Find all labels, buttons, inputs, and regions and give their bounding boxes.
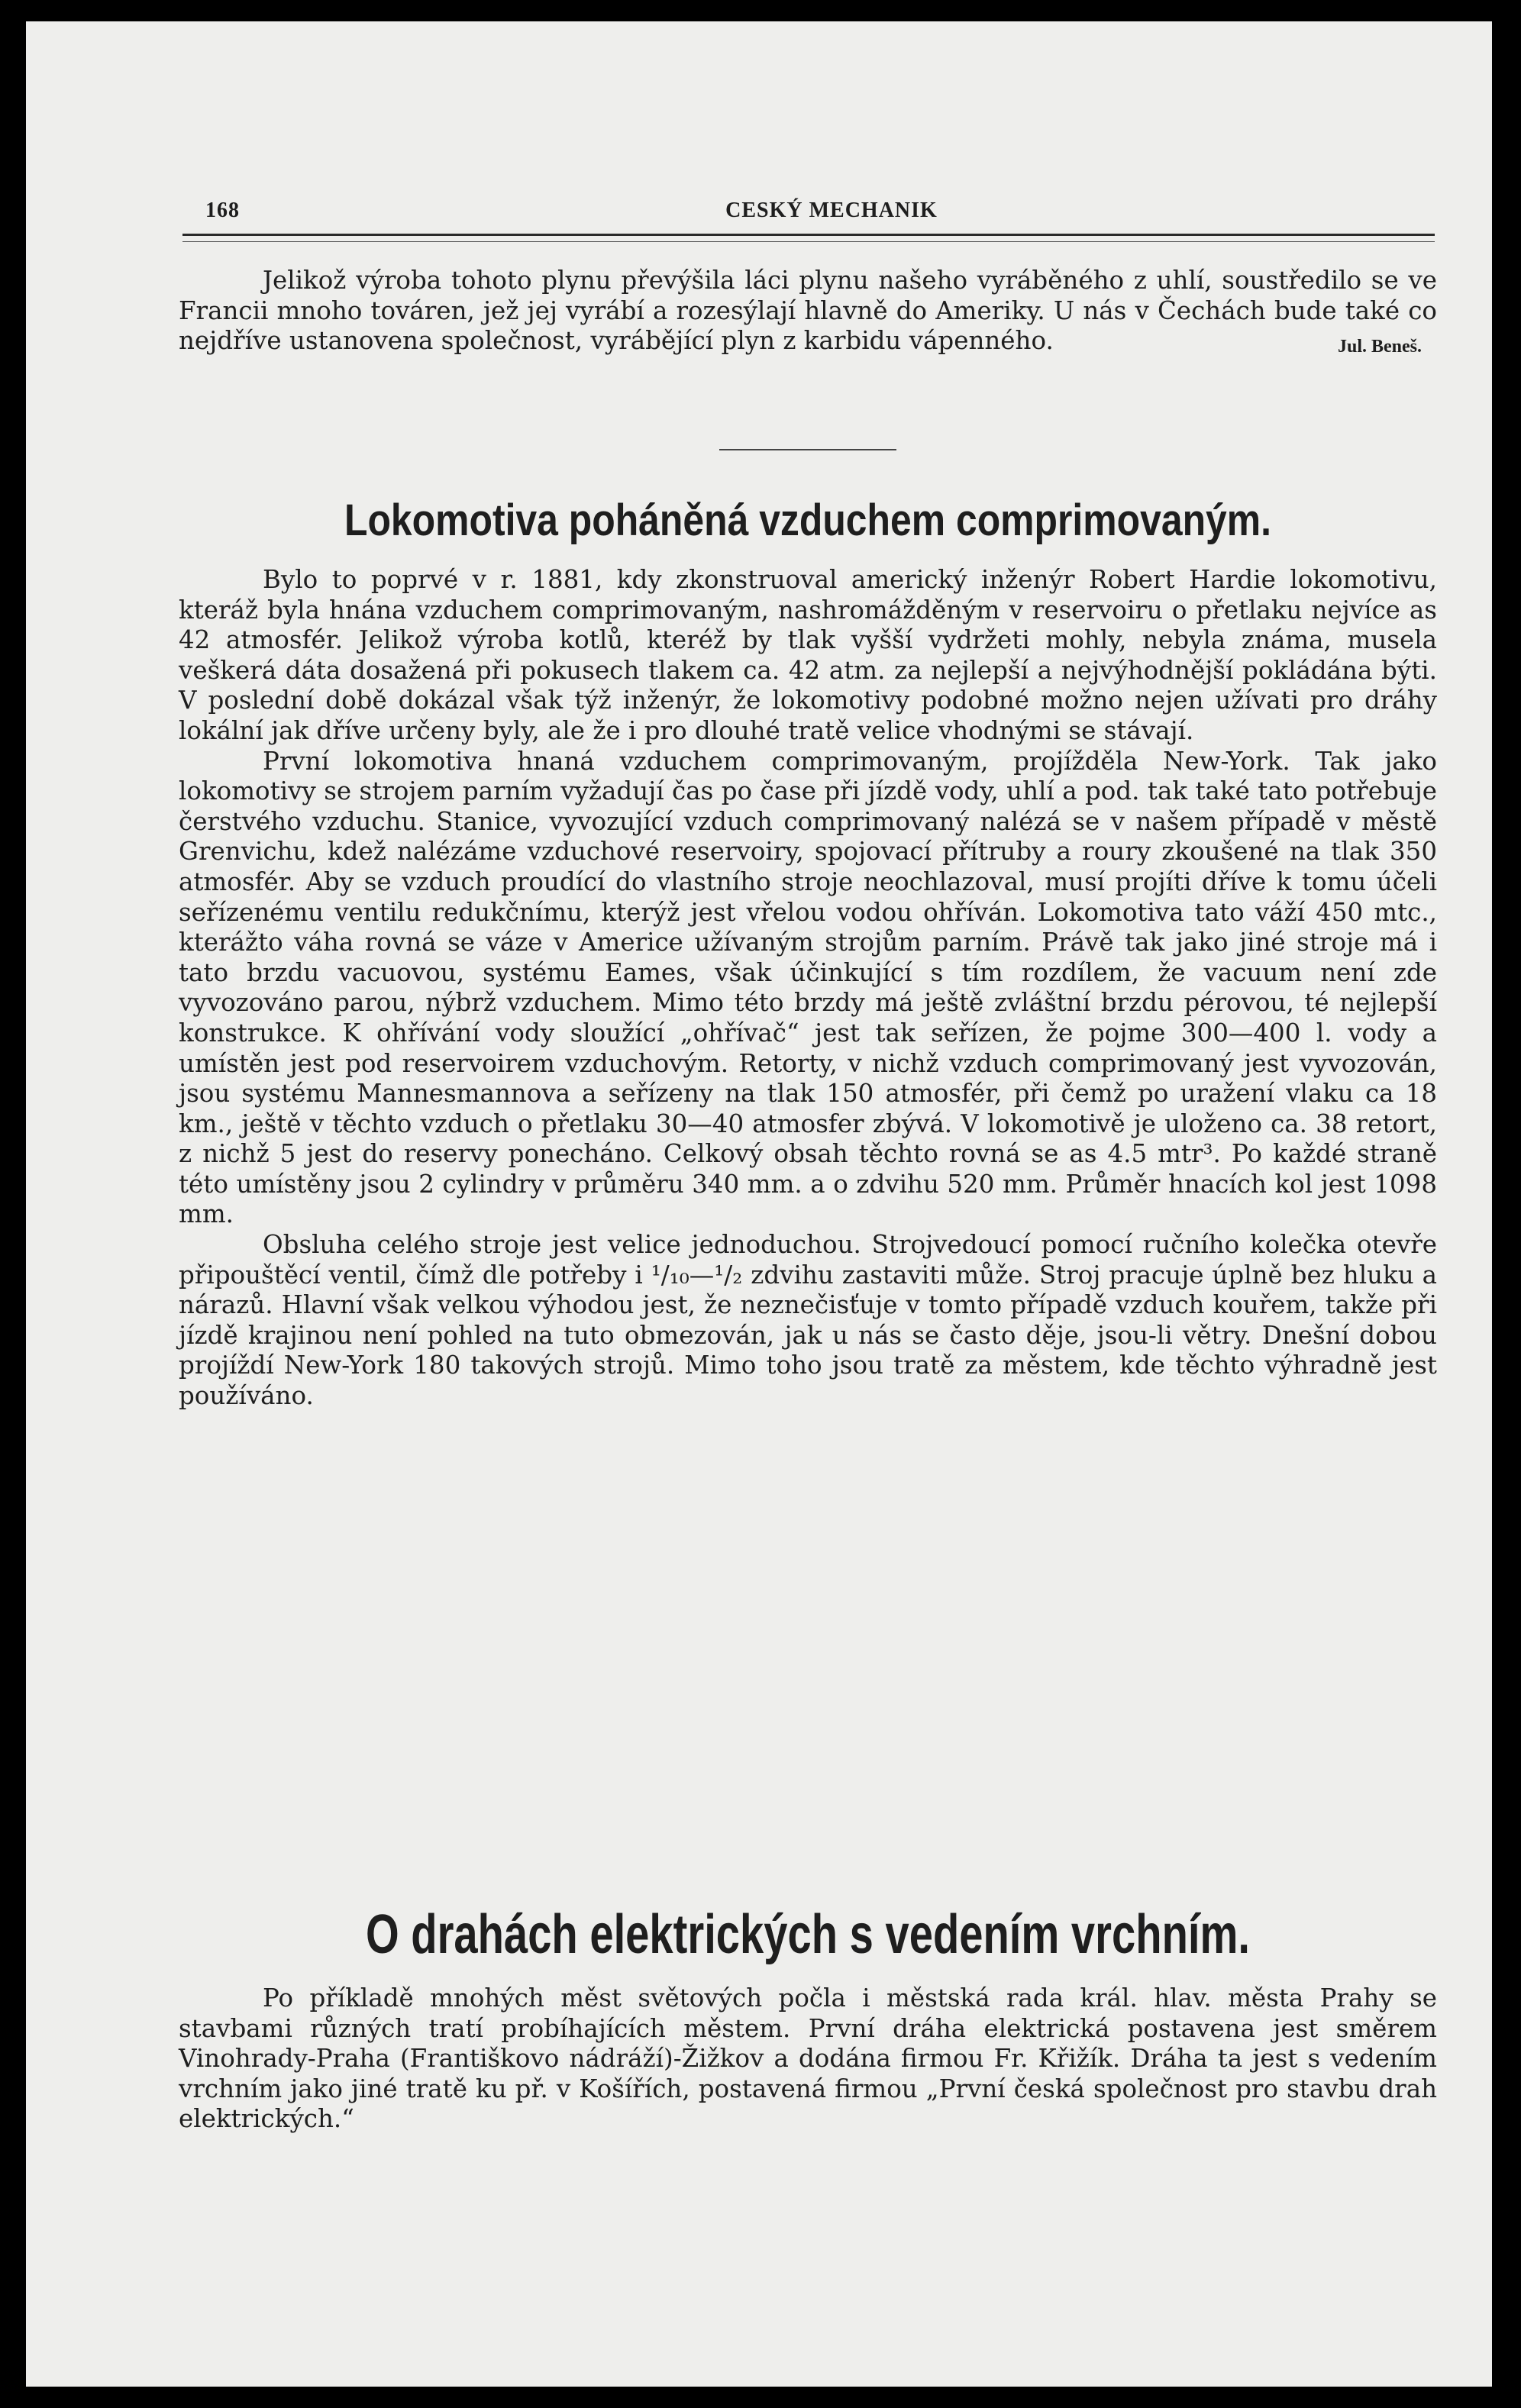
body-paragraph: První lokomotiva hnaná vzduchem comprimovaným, projížděla New-York. Tak jako lokomotivy se strojem parním vyžadují čas po čase při jízdě vody, uhlí a pod. tak také tato potřebuje čerstvého vzduchu. Stanice, vyvozující vzduch comprimovaný nalézá se v našem případě v městě Grenvichu, kdež nalézáme vzduchové reservoiry, spojovací přítruby a roury zkoušené na tlak 350 atmosfér. Aby se vzduch proudící do vlastního stroje neochlazoval, musí projíti dříve k tomu účeli seřízenému ventilu redukčnímu, kterýž jest vřelou vodou ohříván. Lokomotiva tato váží 450 mtc., kterážto váha rovná se váze v Americe užívaným strojům parním. Právě tak jako jiné stroje má i tato brzdu vacuovou, systému Eames, však účinkující s tím rozdílem, že vacuum není zde vyvozováno parou, nýbrž vzduchem. Mimo této brzdy má ještě zvláštní brzdu pérovou, té nejlepší konstrukce. K ohřívání vody sloužící „ohřívač“ jest tak seřízen, že pojme 300—400 l. vody a umístěn jest pod reservoirem vzduchovým. Retorty, v nichž vzduch comprimovaný jest vyvozován, jsou systému Mannesmannova a seřízeny na tlak 150 atmosfér, při čemž po uražení vlaku ca 18 km., ještě v těchto vzduch o přetlaku 30—40 atmosfer zbývá. V lokomotivě je uloženo ca. 38 retort, z nichž 5 jest do reservy ponecháno. Celkový obsah těchto rovná se as 4.5 mtr³. Po každé straně této umístěny jsou 2 cylindry v průměru 340 mm. a o zdvihu 520 mm. Průměr hnacích kol jest 1098 mm. (179, 746, 1437, 1229)
running-title: CESKÝ MECHANIK (725, 199, 938, 222)
header-rule (182, 234, 1435, 236)
page-header (182, 199, 1435, 229)
article-body-electric-railways (179, 1984, 1437, 2135)
article-title-electric-railways: O drahách elektrických s vedením vrchním. (365, 1904, 1251, 1965)
article-title-locomotive: Lokomotiva poháněná vzduchem comprimovaným. (344, 495, 1271, 545)
page-number: 168 (205, 199, 240, 222)
intro-paragraph: Jelikož výroba tohoto plynu převýšila láci plynu našeho vyráběného z uhlí, soustředilo se ve Francii mnoho továren, jež jej vyrábí a rozesýlají hlavně do Ameriky. U nás v Čechách bude také co nejdříve ustanovena společnost, vyrábějící plyn z karbidu vápenného. (179, 266, 1437, 356)
author-signature: Jul. Beneš. (1337, 336, 1422, 357)
body-paragraph: Bylo to poprvé v r. 1881, kdy zkonstruoval americký inženýr Robert Hardie lokomotivu, kteráž byla hnána vzduchem comprimovaným, nashromážděným v reservoiru o přetlaku nejvíce as 42 atmosfér. Jelikož výroba kotlů, kteréž by tlak vyšší vydržeti mohly, nebyla známa, musela veškerá dáta dosažená při pokusech tlakem ca. 42 atm. za nejlepší a nejvýhodnější pokládána býti. V poslední době dokázal však týž inženýr, že lokomotivy podobné možno nejen užívati pro dráhy lokální jak dříve určeny byly, ale že i pro dlouhé tratě velice vhodnými se stávají. (179, 565, 1437, 745)
page (26, 21, 1492, 2387)
intro-block (179, 266, 1437, 362)
body-paragraph: Po příkladě mnohých měst světových počla i městská rada král. hlav. města Prahy se stavbami různých tratí probíhajících městem. První dráha elektrická postavena jest směrem Vinohrady-Praha (Františkovo nádráží)-Žižkov a dodána firmou Fr. Křižík. Dráha ta jest s vedením vrchním jako jiné tratě ku př. v Košířích, postavená firmou „První česká společnost pro stavbu drah elektrických.“ (179, 1984, 1437, 2134)
body-paragraph: Obsluha celého stroje jest velice jednoduchou. Strojvedoucí pomocí ručního kolečka otevře připouštěcí ventil, čímž dle potřeby i ¹/₁₀—¹/₂ zdvihu zastaviti může. Stroj pracuje úplně bez hluku a nárazů. Hlavní však velkou výhodou jest, že neznečisťuje v tomto případě vzduch kouřem, takže při jízdě krajinou není pohled na tuto obmezován, jak u nás se často děje, jsou-li větry. Dnešní dobou projíždí New-York 180 takových strojů. Mimo toho jsou tratě za městem, kde těchto výhradně jest používáno. (179, 1230, 1437, 1411)
header-rule-thin (182, 241, 1435, 242)
section-separator (719, 449, 896, 450)
article-body-locomotive (179, 565, 1437, 1412)
